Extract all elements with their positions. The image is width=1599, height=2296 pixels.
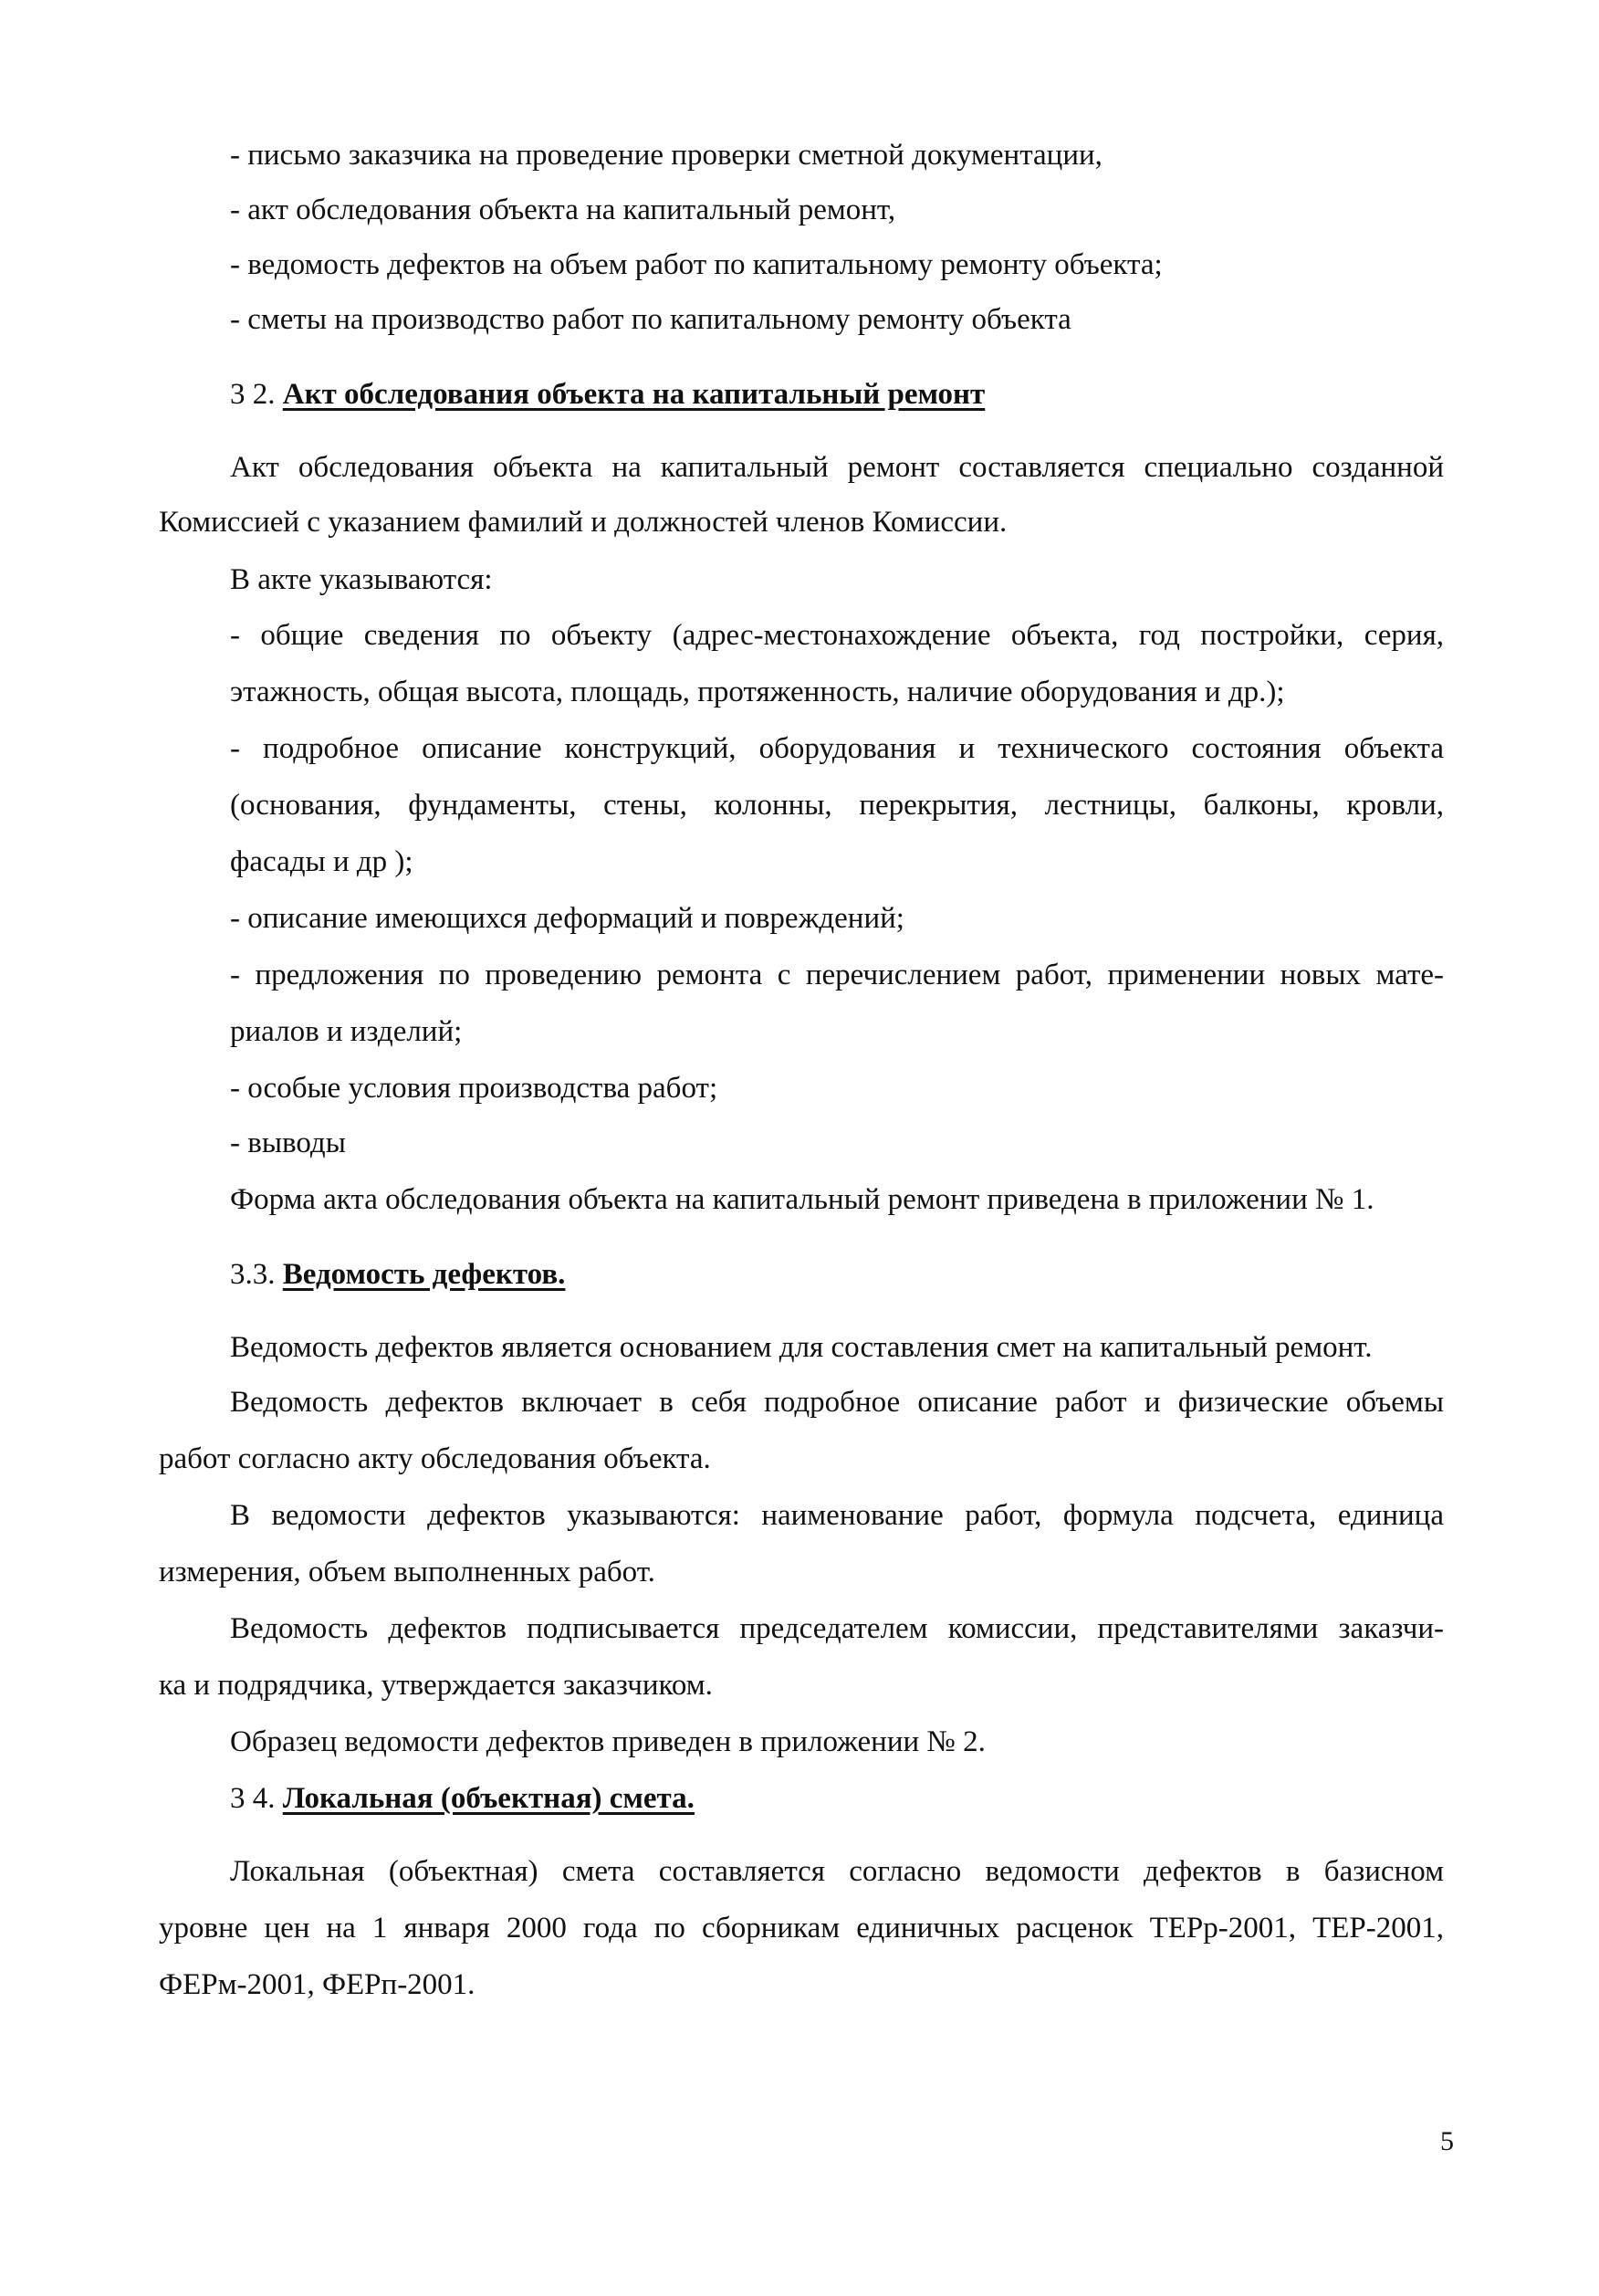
section-heading (230, 1780, 695, 1817)
section-number: 3 2. (230, 378, 276, 411)
list-item: - акт обследования объекта на капитальный ремонт, (230, 194, 896, 226)
list-item: - письмо заказчика на проведение проверки сметной документации, (230, 139, 1103, 172)
list-item-continuation: риалов и изделий; (230, 1015, 463, 1048)
paragraph-line: ка и подрядчика, утверждается заказчиком. (159, 1669, 713, 1702)
section-title: Акт обследования объекта на капитальный ремонт (282, 378, 986, 411)
paragraph-line: Комиссией с указанием фамилий и должностей членов Комиссии. (159, 506, 1008, 539)
list-item: - сметы на производство работ по капитальному ремонту объекта (230, 303, 1071, 336)
section-heading (230, 1256, 565, 1293)
paragraph-line: Акт обследования объекта на капитальный ремонт составляется специально созданной (230, 451, 1444, 484)
paragraph-line: В акте указываются: (230, 563, 493, 596)
section-number: 3.3. (230, 1258, 276, 1291)
list-item: - подробное описание конструкций, оборудования и технического состояния объекта (230, 732, 1444, 765)
list-item-continuation: (основания, фундаменты, стены, колонны, перекрытия, лестницы, балконы, кровли, (230, 789, 1444, 822)
section-heading (230, 376, 985, 413)
paragraph-line: Образец ведомости дефектов приведен в приложении № 2. (230, 1725, 986, 1758)
paragraph-line: Форма акта обследования объекта на капитальный ремонт приведена в приложении № 1. (230, 1183, 1374, 1216)
paragraph-line: работ согласно акту обследования объекта. (159, 1442, 711, 1475)
list-item: - описание имеющихся деформаций и повреждений; (230, 902, 904, 935)
paragraph-line: ФЕРм-2001, ФЕРп-2001. (159, 1968, 476, 2001)
list-item: - особые условия производства работ; (230, 1072, 718, 1105)
list-item: - выводы (230, 1127, 346, 1159)
list-item: - ведомость дефектов на объем работ по капитальному ремонту объекта; (230, 248, 1163, 281)
list-item: - общие сведения по объекту (адрес-местонахождение объекта, год постройки, серия, (230, 619, 1444, 652)
page-number: 5 (1440, 2126, 1454, 2156)
list-item-continuation: этажность, общая высота, площадь, протяженность, наличие оборудования и др.); (230, 676, 1285, 708)
paragraph-line: Ведомость дефектов является основанием для составления смет на капитальный ремонт. (230, 1331, 1373, 1364)
paragraph-line: В ведомости дефектов указываются: наименование работ, формула подсчета, единица (230, 1499, 1444, 1532)
paragraph-line: измерения, объем выполненных работ. (159, 1556, 655, 1588)
list-item: - предложения по проведению ремонта с перечислением работ, применении новых мате- (230, 959, 1444, 991)
paragraph-line: Ведомость дефектов включает в себя подробное описание работ и физические объемы (230, 1386, 1444, 1419)
list-item-continuation: фасады и др ); (230, 845, 413, 878)
section-number: 3 4. (230, 1782, 276, 1815)
section-title: Локальная (объектная) смета. (282, 1782, 695, 1815)
paragraph-line: Ведомость дефектов подписывается председателем комиссии, представителями заказчи- (230, 1612, 1444, 1645)
section-title: Ведомость дефектов. (282, 1258, 566, 1291)
paragraph-line: Локальная (объектная) смета составляется согласно ведомости дефектов в базисном (230, 1855, 1444, 1888)
paragraph-line: уровне цен на 1 января 2000 года по сборникам единичных расценок ТЕРр-2001, ТЕР-2001, (159, 1912, 1444, 1945)
